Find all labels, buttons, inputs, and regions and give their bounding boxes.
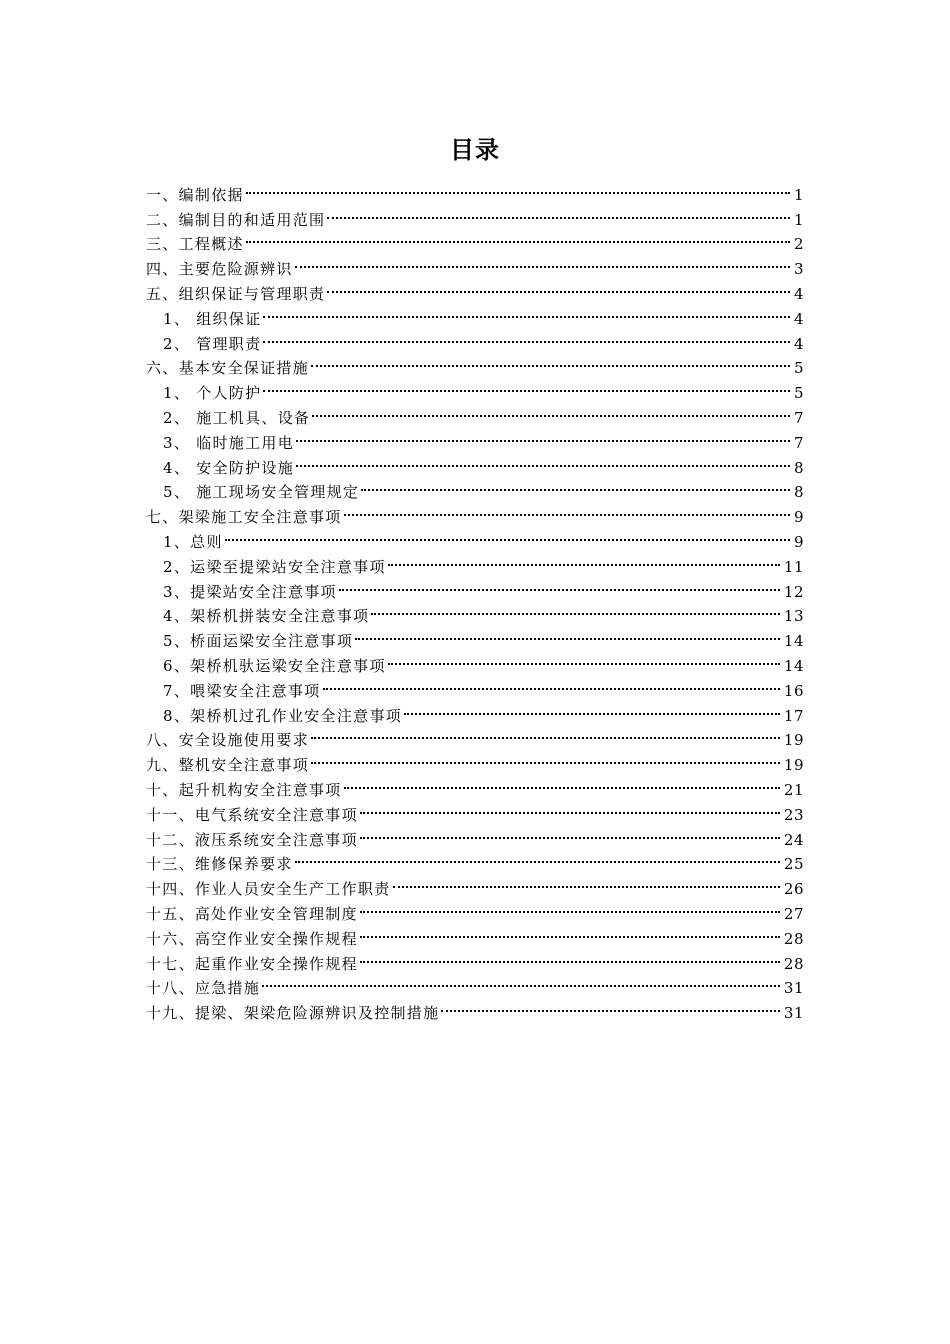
toc-entry-label: 十六、高空作业安全操作规程 xyxy=(146,929,358,948)
toc-entry-page-number: 7 xyxy=(793,433,804,452)
toc-entry-page-number: 28 xyxy=(783,929,804,948)
toc-dot-leader xyxy=(309,745,784,770)
toc-entry-page-number: 19 xyxy=(783,756,804,775)
toc-entry-page-number: 13 xyxy=(783,607,804,626)
toc-entry-label: 7、喂梁安全注意事项 xyxy=(163,681,321,700)
toc-dot-leader xyxy=(223,522,794,547)
toc-dot-leader xyxy=(391,869,784,894)
toc-entry-label: 五、组织保证与管理职责 xyxy=(146,284,326,303)
toc-entry-label: 十、起升机构安全注意事项 xyxy=(146,780,342,799)
toc-dot-leader xyxy=(244,175,794,200)
toc-dot-leader xyxy=(337,572,784,597)
toc-entry-page-number: 21 xyxy=(783,780,804,799)
toc-dot-leader xyxy=(358,795,784,820)
toc-dot-leader xyxy=(260,969,784,994)
toc-entry-label: 七、架梁施工安全注意事项 xyxy=(146,508,342,527)
toc-dot-leader xyxy=(261,373,794,398)
toc-entry-label: 十四、作业人员安全生产工作职责 xyxy=(146,880,391,899)
toc-entry-label: 二、编制目的和适用范围 xyxy=(146,210,326,229)
toc-dot-leader xyxy=(294,423,794,448)
toc-dot-leader xyxy=(358,919,784,944)
toc-entry-page-number: 23 xyxy=(783,805,804,824)
toc-entry-label: 5、桥面运梁安全注意事项 xyxy=(163,632,354,651)
toc-dot-leader xyxy=(342,770,784,795)
toc-entry-label: 4、架桥机拼装安全注意事项 xyxy=(163,607,370,626)
toc-dot-leader xyxy=(359,473,794,498)
toc-entry-page-number: 8 xyxy=(793,483,804,502)
toc-dot-leader xyxy=(310,398,794,423)
toc-entry[interactable] xyxy=(146,522,804,551)
toc-entry-label: 1、总则 xyxy=(163,532,223,551)
toc-entry-page-number: 8 xyxy=(793,458,804,477)
toc-entry-page-number: 9 xyxy=(793,532,804,551)
toc-dot-leader xyxy=(353,621,784,646)
toc-entry-label: 2、 管理职责 xyxy=(163,334,262,353)
toc-entry-label: 2、 施工机具、设备 xyxy=(163,408,311,427)
toc-entry-page-number: 19 xyxy=(783,731,804,750)
toc-entry-label: 2、运梁至提梁站安全注意事项 xyxy=(163,557,386,576)
toc-entry-label: 四、主要危险源辨识 xyxy=(146,260,293,279)
toc-dot-leader xyxy=(439,993,784,1018)
toc-entry-page-number: 24 xyxy=(783,830,804,849)
toc-entry-page-number: 9 xyxy=(793,508,804,527)
toc-entry-label: 8、架桥机过孔作业安全注意事项 xyxy=(163,706,403,725)
toc-dot-leader xyxy=(309,349,794,374)
toc-entry-page-number: 3 xyxy=(793,260,804,279)
toc-entry-page-number: 16 xyxy=(783,681,804,700)
toc-entry-label: 3、 临时施工用电 xyxy=(163,433,295,452)
toc-entry[interactable] xyxy=(146,547,804,576)
toc-dot-leader xyxy=(325,274,794,299)
toc-entry-page-number: 2 xyxy=(793,235,804,254)
toc-entry[interactable] xyxy=(146,200,804,229)
toc-entry-label: 十一、电气系统安全注意事项 xyxy=(146,805,358,824)
toc-dot-leader xyxy=(321,671,784,696)
toc-entry-page-number: 17 xyxy=(783,706,804,725)
toc-dot-leader xyxy=(309,721,784,746)
toc-dot-leader xyxy=(293,845,784,870)
toc-entry-label: 十三、维修保养要求 xyxy=(146,855,293,874)
toc-entry[interactable] xyxy=(146,175,804,204)
toc-title: 目录 xyxy=(450,136,500,164)
toc-entry-label: 1、 组织保证 xyxy=(163,309,262,328)
toc-dot-leader xyxy=(369,597,783,622)
toc-dot-leader xyxy=(325,200,794,225)
toc-dot-leader xyxy=(358,820,784,845)
toc-dot-leader xyxy=(386,646,784,671)
toc-entry-page-number: 5 xyxy=(793,359,804,378)
toc-dot-leader xyxy=(358,944,784,969)
toc-entry-page-number: 31 xyxy=(783,979,804,998)
toc-entry-page-number: 25 xyxy=(783,855,804,874)
toc-entry-page-number: 12 xyxy=(783,582,804,601)
toc-dot-leader xyxy=(244,225,794,250)
toc-dot-leader xyxy=(386,547,784,572)
toc-entry-label: 十二、液压系统安全注意事项 xyxy=(146,830,358,849)
toc-dot-leader xyxy=(261,324,794,349)
toc-entry[interactable] xyxy=(146,225,804,254)
toc-entry-page-number: 28 xyxy=(783,954,804,973)
toc-entry-label: 八、安全设施使用要求 xyxy=(146,731,310,750)
toc-entry-label: 十九、提梁、架梁危险源辨识及控制措施 xyxy=(146,1004,440,1023)
toc-entry-page-number: 4 xyxy=(793,334,804,353)
toc-entry-label: 一、编制依据 xyxy=(146,185,244,204)
toc-entry-label: 4、 安全防护设施 xyxy=(163,458,295,477)
toc-entry-label: 三、工程概述 xyxy=(146,235,244,254)
toc-entry-page-number: 27 xyxy=(783,904,804,923)
toc-entry-label: 十五、高处作业安全管理制度 xyxy=(146,904,358,923)
toc-entry[interactable] xyxy=(146,249,804,279)
toc-dot-leader xyxy=(342,497,794,522)
toc-list xyxy=(146,175,804,1023)
toc-entry-page-number: 26 xyxy=(783,880,804,899)
toc-entry-page-number: 7 xyxy=(793,408,804,427)
toc-entry-label: 3、提梁站安全注意事项 xyxy=(163,582,337,601)
toc-entry-label: 十八、应急措施 xyxy=(146,979,261,998)
toc-entry-page-number: 5 xyxy=(793,384,804,403)
toc-entry-page-number: 4 xyxy=(793,309,804,328)
toc-entry-page-number: 1 xyxy=(793,210,804,229)
toc-entry-page-number: 11 xyxy=(783,557,804,576)
toc-dot-leader xyxy=(358,894,784,919)
toc-dot-leader xyxy=(294,448,794,473)
toc-dot-leader xyxy=(261,299,794,324)
toc-entry-label: 6、架桥机驮运梁安全注意事项 xyxy=(163,656,386,675)
toc-dot-leader xyxy=(293,249,794,274)
toc-entry-page-number: 4 xyxy=(793,284,804,303)
toc-entry-page-number: 14 xyxy=(783,656,804,675)
toc-entry-label: 九、整机安全注意事项 xyxy=(146,756,310,775)
toc-entry-page-number: 1 xyxy=(793,185,804,204)
toc-entry-label: 六、基本安全保证措施 xyxy=(146,359,310,378)
toc-entry-page-number: 31 xyxy=(783,1004,804,1023)
toc-dot-leader xyxy=(402,696,784,721)
toc-entry-label: 十七、起重作业安全操作规程 xyxy=(146,954,358,973)
toc-entry-page-number: 14 xyxy=(783,632,804,651)
toc-entry-label: 1、 个人防护 xyxy=(163,384,262,403)
toc-entry-label: 5、 施工现场安全管理规定 xyxy=(163,483,360,502)
